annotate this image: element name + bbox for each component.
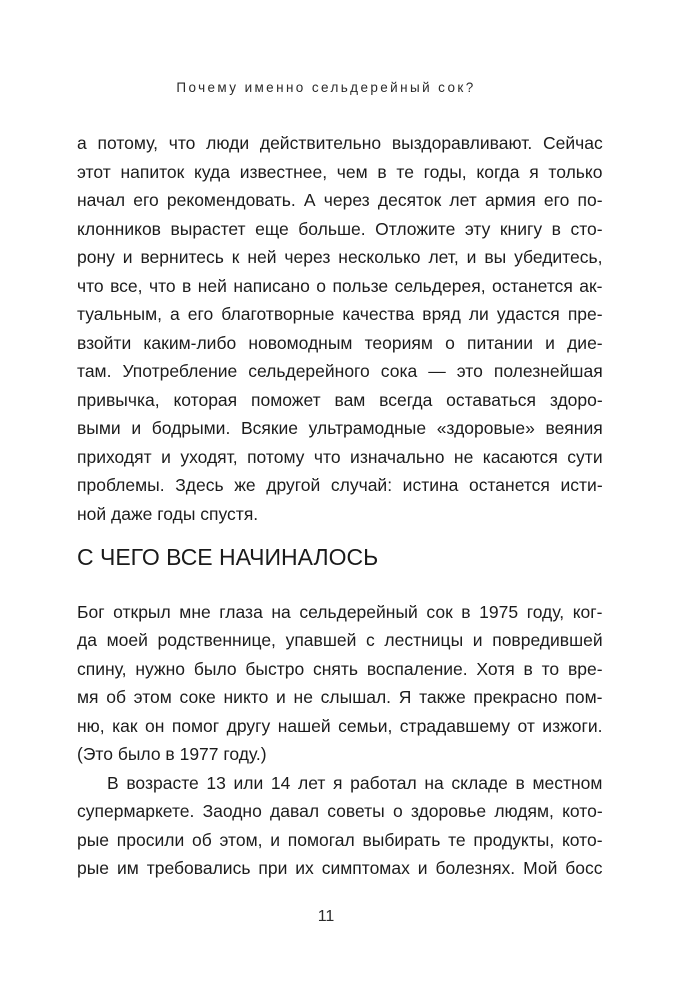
running-header: Почему именно сельдерейный сок? — [176, 80, 476, 95]
intro-paragraph — [77, 129, 603, 528]
text-line: приходят и уходят, потому что изначально не касаются сути — [77, 446, 603, 467]
text-line: проблемы. Здесь же другой случай: истина останется исти- — [77, 475, 603, 495]
paragraph — [77, 598, 603, 769]
text-line: клонников вырастет еще больше. Отложите эту книгу в сто- — [77, 218, 603, 239]
text-line: там. Употребление сельдерейного сока — это полезнейшая — [77, 361, 603, 381]
text-line: ной даже годы спустя. — [77, 503, 259, 524]
text-line: Бог открыл мне глаза на сельдерейный сок в 1975 году, ког- — [77, 601, 603, 622]
text-line: выми и бодрыми. Всякие ультрамодные «здоровые» веяния — [77, 418, 603, 438]
text-line: В возрасте 13 или 14 лет я работал на складе в местном — [107, 772, 603, 793]
section-heading: С ЧЕГО ВСЕ НАЧИНАЛОСЬ — [77, 544, 379, 570]
text-line: рону и вернитесь к ней через несколько лет, и вы убедитесь, — [77, 247, 603, 267]
text-line: (Это было в 1977 году.) — [77, 744, 267, 765]
text-line: привычка, которая поможет вам всегда оставаться здоро- — [77, 389, 603, 410]
text-line: рые просили об этом, и помогал выбирать те продукты, кото- — [77, 829, 603, 850]
text-line: что все, что в ней написано о пользе сельдерея, останется ак- — [77, 275, 603, 296]
page-number: 11 — [317, 908, 335, 925]
text-line: взойти каким-либо новомодным теориям о питании и дие- — [77, 332, 603, 353]
text-line: туальным, а его благотворные качества вряд ли удастся пре- — [77, 304, 603, 324]
paragraph — [77, 769, 603, 883]
text-line: рые им требовались при их симптомах и болезнях. Мой босс — [77, 858, 603, 879]
text-line: да моей родственнице, упавшей с лестницы и повредившей — [77, 630, 603, 651]
text-line: ню, как он помог другу нашей семьи, страдавшему от изжоги. — [77, 715, 603, 736]
text-line: этот напиток куда известнее, чем в те годы, когда я только — [77, 161, 603, 182]
section-body — [77, 598, 603, 883]
text-line: спину, нужно было быстро снять воспаление. Хотя в то вре- — [77, 658, 603, 679]
text-line: мя об этом соке никто и не слышал. Я также прекрасно пом- — [77, 687, 603, 708]
text-line: начал его рекомендовать. А через десяток лет армия его по- — [77, 190, 603, 210]
text-line: а потому, что люди действительно выздоравливают. Сейчас — [77, 133, 603, 153]
text-line: супермаркете. Заодно давал советы о здоровье людям, кото- — [77, 801, 603, 822]
